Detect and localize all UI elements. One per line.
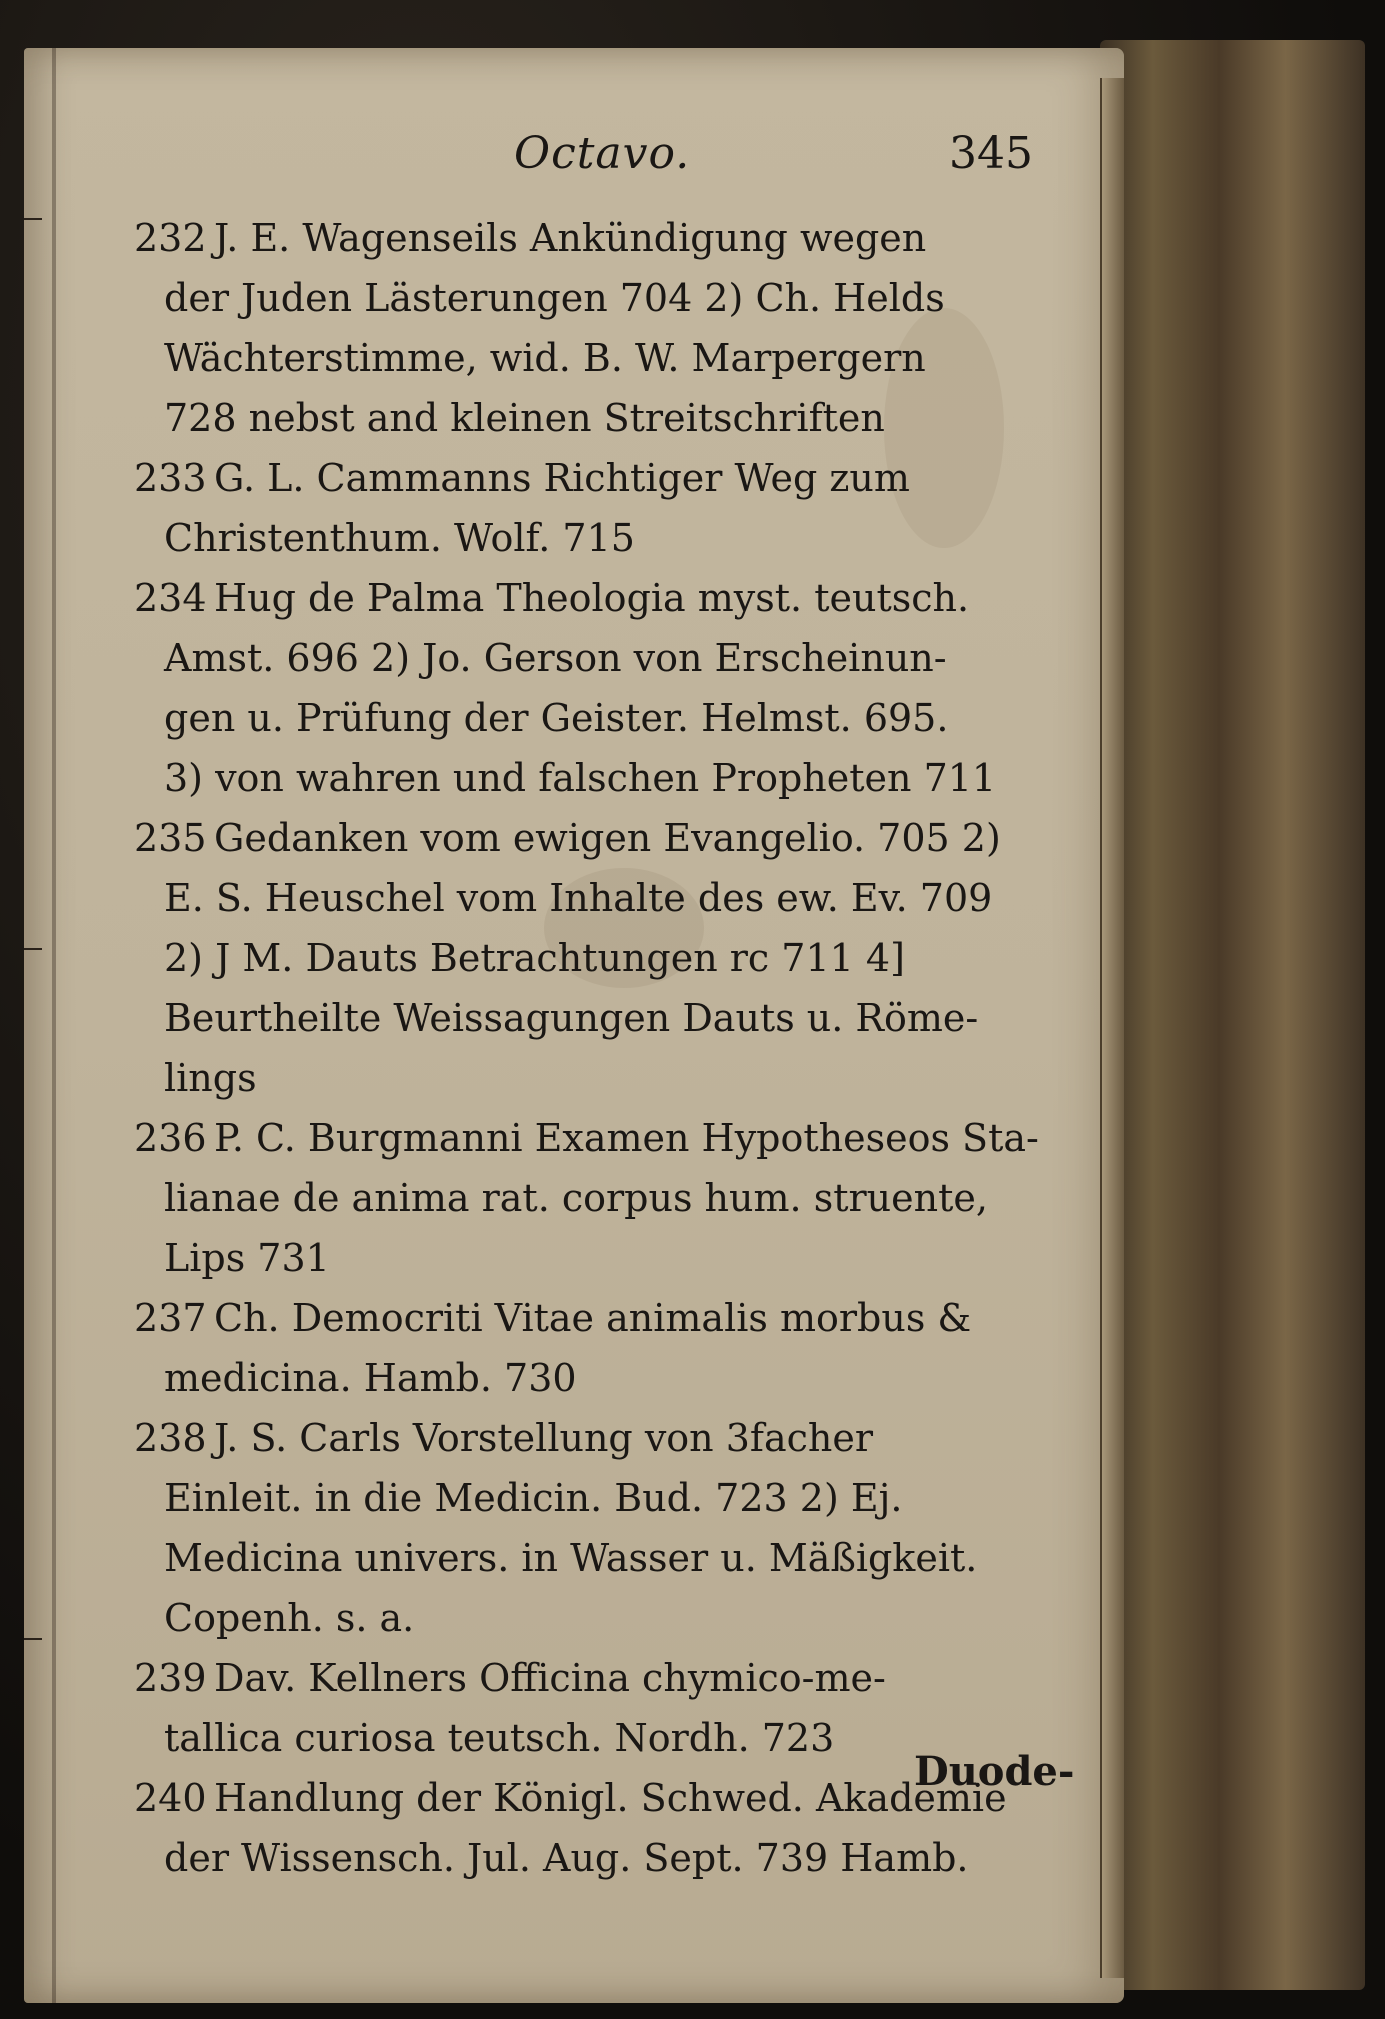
catalogue-entry [134,208,1049,448]
entry-line: der Juden Lästerungen 704 2) Ch. Helds [164,276,945,320]
entry-number: 235 [134,816,207,860]
entry-number: 233 [134,456,207,500]
entry-number: 239 [134,1656,207,1700]
entry-line: Ch. Democriti Vitae animalis morbus & [214,1296,972,1340]
catalogue-entry [134,1108,1049,1288]
catalogue-entries [134,208,1049,1888]
entry-number: 237 [134,1296,207,1340]
entry-line: der Wissensch. Jul. Aug. Sept. 739 Hamb. [164,1836,969,1880]
entry-line: lings [164,1056,257,1100]
entry-line: Christenthum. Wolf. 715 [164,516,635,560]
gutter-line [52,48,56,2003]
catalogue-entry [134,568,1049,808]
entry-line: Amst. 696 2) Jo. Gerson von Erscheinun- [164,636,947,680]
catalogue-entry [134,1648,1049,1768]
entry-number: 240 [134,1776,207,1820]
catalogue-entry [134,1408,1049,1648]
entry-line: P. C. Burgmanni Examen Hypotheseos Sta- [214,1116,1039,1160]
entry-line: Handlung der Königl. Schwed. Akademie [214,1776,1007,1820]
entry-line: J. S. Carls Vorstellung von 3facher [214,1416,874,1460]
book-cover-edge [1100,40,1365,1990]
entry-line: tallica curiosa teutsch. Nordh. 723 [164,1716,835,1760]
entry-line: Medicina univers. in Wasser u. Mäßigkeit. [164,1536,978,1580]
entry-line: Beurtheilte Weissagungen Dauts u. Röme- [164,996,979,1040]
catchword: Duode- [914,1748,1075,1795]
entry-line: Copenh. s. a. [164,1596,415,1640]
entry-line: Hug de Palma Theologia myst. teutsch. [214,576,970,620]
catalogue-entry [134,448,1049,568]
entry-number: 238 [134,1416,207,1460]
entry-number: 232 [134,216,207,260]
entry-line: 728 nebst and kleinen Streitschriften [164,396,885,440]
margin-mark [24,1638,42,1640]
entry-line: Einleit. in die Medicin. Bud. 723 2) Ej. [164,1476,903,1520]
catalogue-entry [134,1288,1049,1408]
entry-number: 236 [134,1116,207,1160]
margin-mark [24,218,42,220]
entry-line: E. S. Heuschel vom Inhalte des ew. Ev. 709 [164,876,993,920]
catalogue-entry [134,1768,1049,1888]
running-title: Octavo. [514,128,691,179]
entry-number: 234 [134,576,207,620]
entry-line: 2) J M. Dauts Betrachtungen rc 711 4] [164,936,905,980]
page [24,48,1124,2003]
entry-line: Dav. Kellners Officina chymico-me- [214,1656,886,1700]
margin-mark [24,948,42,950]
page-header [24,118,1044,188]
entry-line: medicina. Hamb. 730 [164,1356,577,1400]
page-number: 345 [949,128,1033,179]
entry-line: Wächterstimme, wid. B. W. Marpergern [164,336,926,380]
fore-edge [1100,78,1124,1978]
entry-line: Gedanken vom ewigen Evangelio. 705 2) [214,816,1001,860]
entry-line: lianae de anima rat. corpus hum. struente, [164,1176,988,1220]
entry-line: 3) von wahren und falschen Propheten 711 [164,756,997,800]
catalogue-entry [134,808,1049,1108]
entry-line: G. L. Cammanns Richtiger Weg zum [214,456,910,500]
entry-line: J. E. Wagenseils Ankündigung wegen [214,216,927,260]
entry-line: Lips 731 [164,1236,330,1280]
entry-line: gen u. Prüfung der Geister. Helmst. 695. [164,696,949,740]
